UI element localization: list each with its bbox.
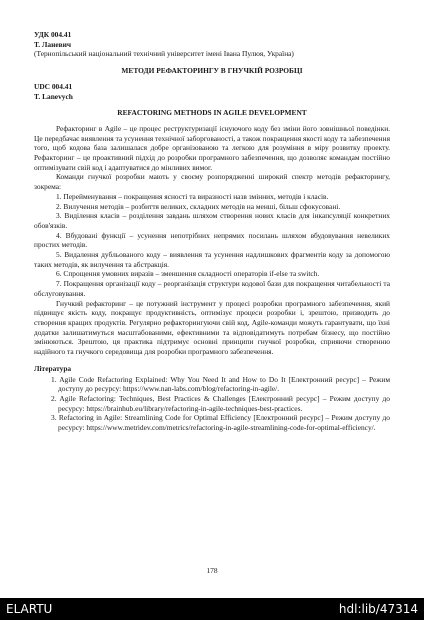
udc-ua: УДК 004.41	[34, 30, 72, 39]
repository-name: ELARTU	[6, 602, 53, 616]
references-heading: Література	[34, 363, 72, 373]
body-paragraph-2: Команди гнучкої розробки мають у своєму розпорядженні широкий спектр методів рефакторингу, зокрема:	[34, 172, 390, 192]
title-ua: МЕТОДИ РЕФАКТОРИНГУ В ГНУЧКІЙ РОЗРОБЦІ	[121, 66, 303, 76]
page-number: 178	[206, 566, 218, 575]
method-item-7: 7. Покращення організації коду – реорганізація структури кодової бази для покращення читабельності та обслуговування.	[34, 279, 390, 298]
method-item-1: 1. Перейменування – покращення ясності та виразності назв змінних, методів і класів.	[56, 191, 329, 201]
title-en: REFACTORING METHODS IN AGILE DEVELOPMENT	[117, 108, 307, 118]
author-en: T. Lanevych	[34, 91, 73, 101]
method-item-4: 4. Вбудовані функції – усунення непотрібних непрямих посилань шляхом вбудовування невеликих простих методів.	[34, 230, 390, 250]
udc-en: UDC 004.41	[34, 81, 73, 91]
reference-item-2: 2. Agile Refactoring: Techniques, Best Practices & Challenges [Електронний ресурс] – Режим доступу до ресурсу: https://brainhub.eu/library/refactoring-in-agile-techniques-best-practices.	[51, 393, 390, 413]
body-paragraph-3: Гнучкий рефакторинг – це потужний інструмент у процесі розробки програмного забезпечення, який підвищує якість коду, покращує продуктивність, оптимізує процеси розробки і, зрештою, призводить до створення кращих продуктів. Регулярно рефакторингуючи свій код, Agile-команди можуть гарантувати, що їхні додатки залишатимуться масштабованими, ефективними та відповідатимуть потребам бізнесу, що постійно змінюються. Зрештою, ця практика підтримує основні принципи гнучкої розробки, сприяючи створенню надійного та гнучкого середовища для розробки програмного забезпечення.	[34, 298, 390, 357]
method-item-3: 3. Виділення класів – розділення завдань шляхом створення нових класів для інкапсуляції конкретних обов'язків.	[34, 211, 390, 230]
method-item-5: 5. Видалення дубльованого коду – виявлення та усунення надлишкових фрагментів коду за допомогою таких методів, як вилучення та абстракція.	[34, 250, 390, 269]
body-paragraph-1: Рефакторинг в Agile – це процес реструктуризації існуючого коду без зміни його зовнішньої поведінки. Це передбачає виявлення та усунення технічної заборгованості, а також покращення якості коду та забезпечення того, щоб кодова база залишалася добре організованою та легкою для розуміння в міру розвитку проекту. Рефакторинг – це проактивний підхід до розробки програмного забезпечення, що дозволяє командам постійно оптимізувати свій код і адаптуватися до мінливих вимог.	[34, 123, 390, 172]
method-item-2: 2. Вилучення методів – розбиття великих, складних методів на менші, більш сфокусовані.	[56, 201, 341, 211]
reference-item-3: 3. Refactoring in Agile: Streamlining Code for Optimal Efficiency [Електронний ресурс] – Режим доступу до ресурсу: https://www.metridev.com/metrics/refactoring-in-agile-streamlining-code-for-optimal-efficiency/.	[51, 413, 390, 433]
method-item-6: 6. Спрощення умовних виразів – зменшення складності операторів if-else та switch.	[56, 269, 320, 279]
repository-footer-bar	[0, 598, 424, 620]
author-ua: Т. Ланевич	[34, 39, 72, 49]
page-content	[34, 30, 390, 433]
reference-item-1: 1. Agile Code Refactoring Explained: Why You Need It and How to Do It [Електронний ресурс] – Режим доступу до ресурсу: https://www.nan-labs.com/blog/refactoring-in-agile/.	[51, 374, 390, 394]
affiliation-ua: (Тернопільський національний технічний університет імені Івана Пулюя, Україна)	[34, 49, 294, 59]
references-list	[34, 375, 390, 433]
handle-id: hdl:lib/47314	[338, 602, 418, 616]
